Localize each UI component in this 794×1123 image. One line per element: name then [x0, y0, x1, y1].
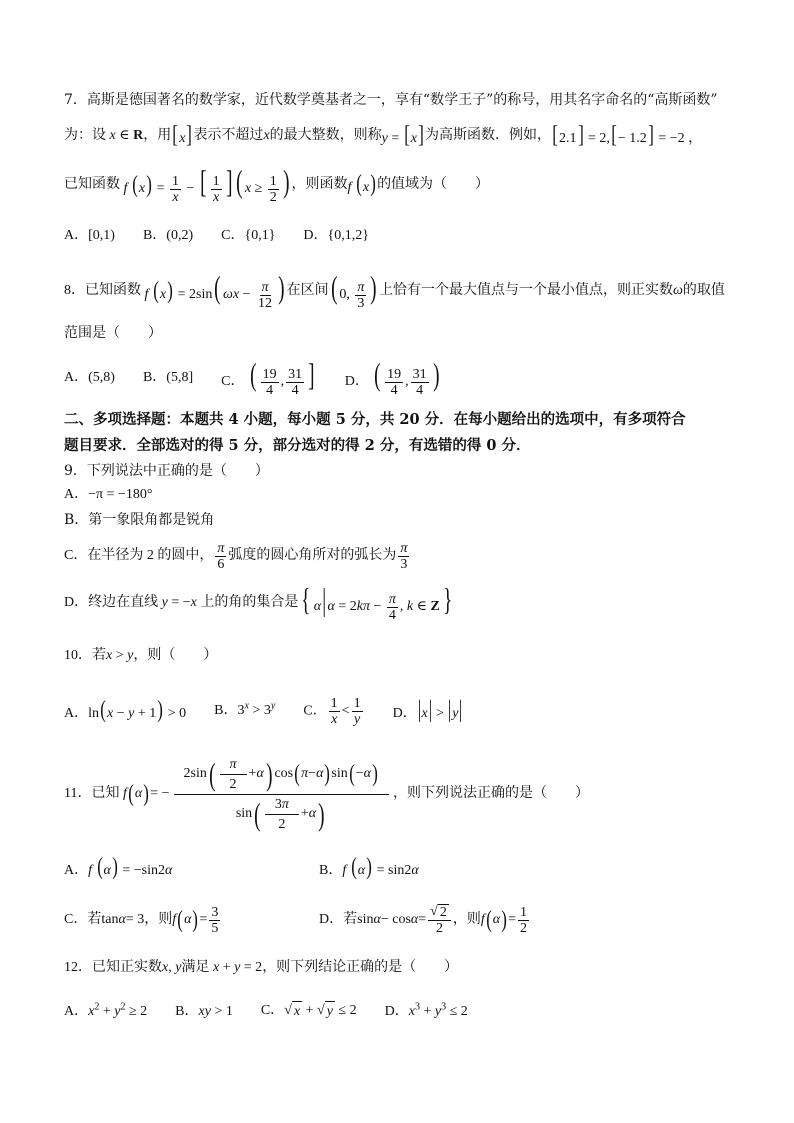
q7-math-fx: f (x) [347, 171, 376, 197]
q11-stem-math: f ( α ) = − 2sin ( $\frac{\pi}{2}$ + α ) cos ( π − α ) sin ( − α ) sin ( 3 π 2 + α ) [119, 757, 393, 832]
q7-math-x-in-R: x ∈ R [109, 128, 144, 143]
q8-option-b[interactable]: B．(5,8] [142, 370, 194, 385]
q9-option-d[interactable] [64, 581, 754, 623]
q8-option-a[interactable]: A．(5,8) [64, 370, 115, 385]
q7-text-3c: 的值域为（ ） [377, 177, 490, 192]
q9-option-d-text-b: 上的角的集合是 [200, 595, 299, 610]
q12-stem-vars: x, y [162, 960, 182, 975]
q8-text-1c: 上恰有一个最大值点与一个最小值点，则正实数 [379, 283, 673, 298]
q12-option-c[interactable]: C．√ x + √ y ≤ 2 [261, 1001, 357, 1022]
q11-stem-text-b: ，则下列说法正确的是（ ） [393, 786, 590, 801]
q8-math-interval: ( 0, $\frac{\pi}{3}$ ) [330, 269, 377, 311]
q9-option-d-line-eq: y = −x [161, 595, 197, 610]
q7-text-3b: ，则函数 [291, 177, 348, 192]
q7-math-x: x [263, 128, 270, 143]
q7-line3 [64, 163, 754, 205]
section2-heading-text-1: 二、多项选择题：本题共 4 小题，每小题 5 分，共 20 分．在每小题给出的选项中，有多项符合 [64, 411, 686, 428]
q11-stem-text-a: 11．已知 [64, 786, 120, 801]
q10-option-d[interactable]: D．|x| > |y| [392, 697, 463, 723]
q11-option-c[interactable]: C．若 tan α = 3 ，则 f ( α ) = $\frac{3}{5}$ [64, 904, 219, 936]
q8-line1 [64, 269, 754, 311]
q7-math-floor-x: [x] [172, 122, 193, 148]
q12-option-a[interactable]: A．$x^2 + y^2 \ge 2$ [64, 1000, 148, 1019]
q10-stem [64, 646, 754, 666]
q10-option-a[interactable]: A．ln(x − y + 1) > 0 [64, 697, 187, 723]
q8-option-d[interactable]: D． ( $\frac{19}{4}$ , $\frac{31}{4}$ ) [344, 356, 440, 398]
q9-option-c-text-b: 弧度的圆心角所对的弧长为 [228, 548, 397, 563]
q7-text-2d: 的最大整数，则称 [269, 128, 382, 143]
q7-math-y-floor: y = [x] [381, 122, 424, 148]
q9-option-c-frac-pi3: $\frac{\pi}{3}$ [400, 540, 408, 572]
q8-line2 [64, 323, 754, 343]
q8-option-c[interactable]: C． ( $\frac{19}{4}$ , $\frac{31}{4}$ ] [221, 356, 315, 398]
q7-text-3a: 已知函数 [64, 177, 120, 192]
q7-text-2c: 表示不超过 [193, 128, 264, 143]
q12-stem-text-b: 满足 [181, 960, 210, 975]
section2-heading-line2 [64, 436, 754, 456]
q12-options [64, 1001, 754, 1022]
section2-heading-line1 [64, 410, 754, 430]
q7-line2 [64, 123, 754, 149]
q9-option-a[interactable] [64, 485, 754, 505]
q8-text-1d: 的取值 [682, 283, 725, 298]
q9-option-c-frac-pi6: $\frac{\pi}{6}$ [217, 540, 225, 572]
q12-stem-text-a: 12．已知正实数 [64, 960, 162, 975]
q7-text-2a: 为：设 [64, 128, 106, 143]
q12-option-d[interactable]: D．$x^3 + y^3 \le 2$ [384, 1000, 468, 1019]
q8-text-1b: 在区间 [286, 283, 329, 298]
q9-option-b-text: B．第一象限角都是锐角 [64, 512, 215, 528]
q9-option-a-label: A． [64, 487, 89, 502]
q7-line1 [64, 90, 754, 110]
q9-option-c-text-a: C．在半径为 2 的圆中， [64, 548, 214, 563]
q11-options-ab [64, 855, 754, 881]
q12-stem [64, 958, 754, 978]
q7-option-b[interactable]: B．(0,2) [142, 228, 194, 243]
q9-option-c[interactable] [64, 540, 754, 572]
q7-math-example: [2.1] = 2,[− 1.2] = −2 ， [552, 122, 703, 148]
q12-stem-eq: x + y = 2 [212, 960, 263, 975]
section2-heading-text-2: 题目要求．全部选对的得 5 分，部分选对的得 2 分，有选错的得 0 分． [64, 437, 531, 454]
q10-stem-math: x > y [106, 648, 134, 663]
q7-option-d[interactable]: D．{0,1,2} [303, 228, 369, 243]
q9-option-b[interactable] [64, 510, 754, 530]
q7-math-function: f (x) = $\frac{1}{x}$ − [ $\frac{1}{x}$ ] ( x ≥ $\frac{1}{2}$ ) [123, 163, 290, 205]
q11-options-cd [64, 902, 754, 938]
q7-options [64, 226, 754, 246]
q12-stem-text-c: ，则下列结论正确的是（ ） [262, 960, 459, 975]
q11-stem [64, 758, 754, 830]
q10-option-b[interactable]: B．$3^x > 3^y$ [214, 700, 276, 718]
q10-options [64, 695, 754, 727]
q9-option-d-set: { α|α = 2kπ − $\frac{\pi}{4}$ , k ∈ Z} [301, 581, 453, 623]
q8-options [64, 356, 754, 398]
q11-option-d[interactable]: D．若 sin α − cos α = √ 2 2 ，则 f ( α ) = $\frac{1}{2}$ [319, 904, 527, 936]
q11-option-a[interactable]: A．f (α) = −sin2α [64, 854, 173, 880]
q7-option-c[interactable]: C．{0,1} [221, 228, 276, 243]
q7-text-2b: ，用 [143, 128, 172, 143]
q7-text-1: 7．高斯是德国著名的数学家，近代数学奠基者之一，享有“数学王子”的称号，用其名字命名的“高斯函数” [64, 92, 718, 108]
q10-stem-text-b: ，则（ ） [133, 648, 218, 663]
q9-stem-text: 9．下列说法中正确的是（ ） [64, 463, 269, 479]
q7-text-2e: 为高斯函数．例如， [425, 128, 551, 143]
q10-option-c[interactable]: C． $\frac{1}{x}$ < $\frac{1}{y}$ [303, 695, 361, 727]
q8-text-1a: 8．已知函数 [64, 283, 141, 298]
q9-stem [64, 461, 754, 481]
q9-option-d-text-a: D．终边在直线 [64, 595, 159, 610]
q8-text-2: 范围是（ ） [64, 325, 162, 341]
q7-option-a[interactable]: A．[0,1) [64, 228, 115, 243]
q8-math-omega: ω [673, 283, 683, 298]
q12-option-b[interactable]: B．xy > 1 [175, 1003, 233, 1019]
q10-stem-text-a: 10．若 [64, 648, 106, 663]
q11-option-b[interactable]: B．f (α) = sin2α [319, 854, 419, 880]
q8-math-function: f (x) = 2sin( ωx − $\frac{\pi}{12}$ ) [144, 269, 285, 311]
q9-option-a-math: −π = −180° [88, 487, 153, 502]
